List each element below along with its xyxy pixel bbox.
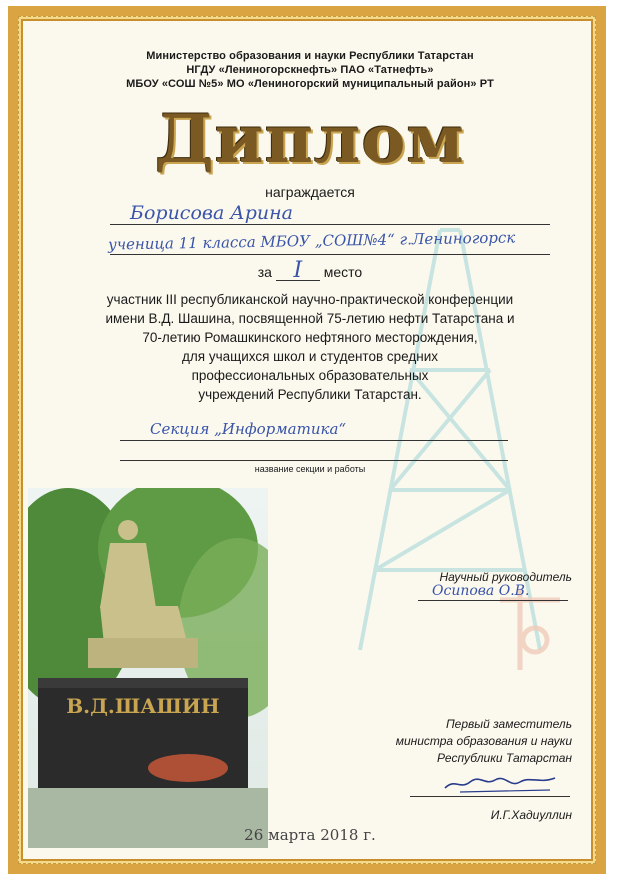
award-description (60, 290, 560, 404)
monument-inscription: В.Д.ШАШИН (66, 694, 220, 718)
section-underline-2 (120, 460, 508, 461)
place-value: I (276, 262, 320, 281)
description-line: участник III республиканской научно-практической конференции (106, 292, 514, 307)
supervisor-name: Осипова О.В. (432, 583, 530, 599)
signature (440, 770, 560, 796)
header-line-3: МБОУ «СОШ №5» МО «Лениногорский муниципальный район» РТ (126, 78, 494, 90)
section-underline-1 (120, 440, 508, 441)
supervisor-label: Научный руководитель (439, 570, 572, 584)
place-row (0, 258, 620, 283)
diploma-title: Диплом (155, 100, 465, 178)
place-suffix: место (323, 264, 363, 280)
header-line-2: НГДУ «Лениногорскнефть» ПАО «Татнефть» (186, 64, 434, 76)
place-prefix: за (257, 264, 272, 280)
details-underline (110, 254, 550, 255)
deputy-line: Первый заместитель (445, 717, 572, 731)
description-line: 70-летию Ромашкинского нефтяного месторождения, (142, 330, 478, 345)
section-name: Секция „Информатика“ (150, 420, 347, 438)
name-underline (110, 224, 550, 225)
deputy-name: И.Г.Хадиуллин (490, 808, 572, 822)
shashin-monument-photo (28, 488, 268, 848)
section-caption: название секции и работы (254, 464, 366, 474)
issue-date: 26 марта 2018 г. (244, 826, 376, 844)
recipient-name: Борисова Арина (130, 202, 293, 224)
description-line: имени В.Д. Шашина, посвященной 75-летию нефти Татарстана и (105, 311, 515, 326)
deputy-title (350, 716, 572, 767)
deputy-line: министра образования и науки (395, 734, 572, 748)
header-line-1: Министерство образования и науки Республики Татарстан (146, 50, 474, 62)
description-line: для учащихся школ и студентов средних (182, 349, 438, 364)
awarded-label: награждается (265, 184, 355, 200)
description-line: профессиональных образовательных (191, 368, 429, 383)
signature-underline (410, 796, 570, 797)
deputy-line: Республики Татарстан (437, 751, 572, 765)
supervisor-underline (418, 600, 568, 601)
recipient-details: ученица 11 класса МБОУ „СОШ№4“ г.Лениногорск (107, 228, 516, 254)
description-line: учреждений Республики Татарстан. (198, 387, 422, 402)
